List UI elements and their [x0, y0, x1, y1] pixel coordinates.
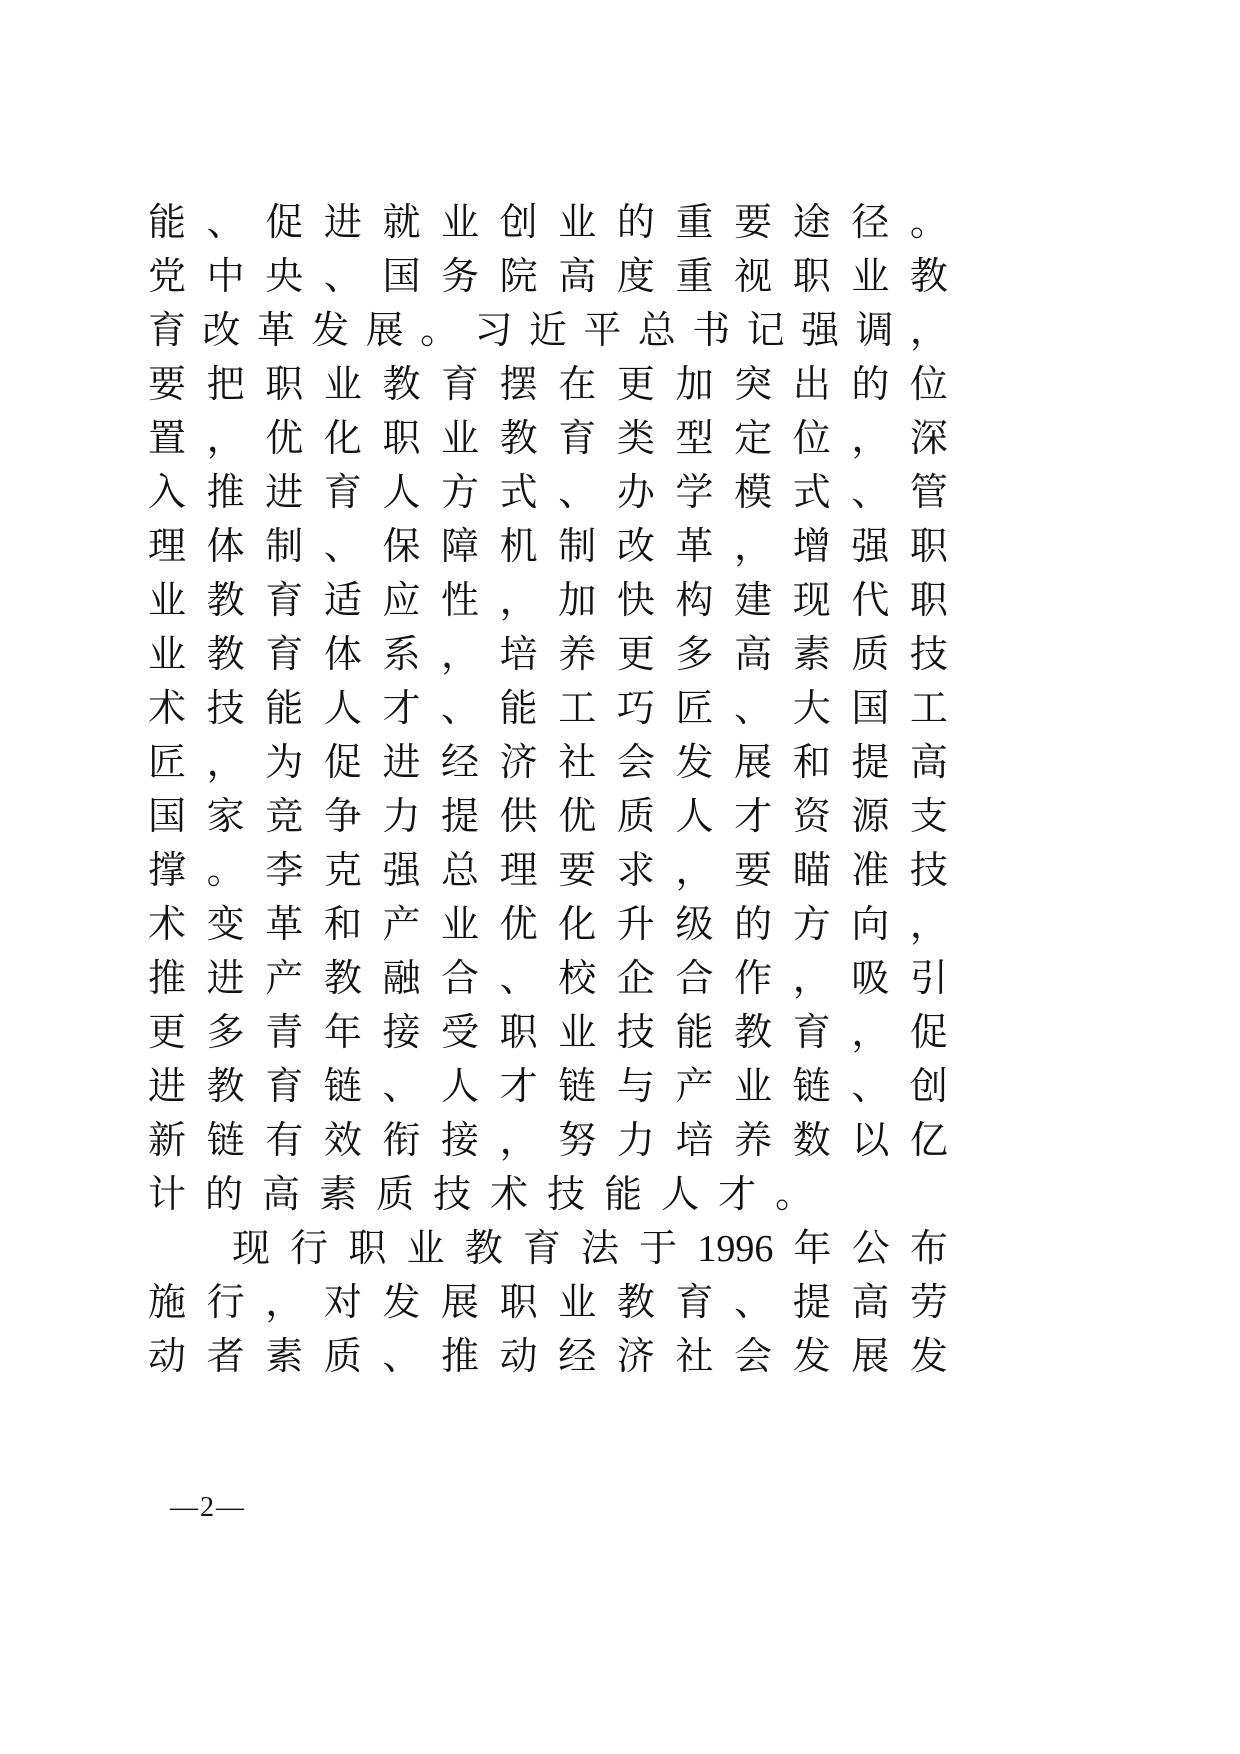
text-line: 进 教 育 链 、 人 才 链 与 产 业 链 、 创: [148, 1066, 948, 1108]
text-line: 国 家 竞 争 力 提 供 优 质 人 才 资 源 支: [148, 796, 948, 838]
page-number: —2—: [170, 1492, 246, 1523]
text-line: 业 教 育 体 系 ， 培 养 更 多 高 素 质 技: [148, 634, 948, 676]
text-line: 动 者 素 质 、 推 动 经 济 社 会 发 展 发: [148, 1336, 948, 1378]
text-line: 更 多 青 年 接 受 职 业 技 能 教 育 ， 促: [148, 1012, 948, 1054]
text-line: 术 技 能 人 才 、 能 工 巧 匠 、 大 国 工: [148, 688, 948, 730]
text-line: 施 行 ， 对 发 展 职 业 教 育 、 提 高 劳: [148, 1282, 948, 1324]
document-body: [148, 196, 948, 1384]
text-line: 术 变 革 和 产 业 优 化 升 级 的 方 向 ，: [148, 904, 948, 946]
text-line paragraph-end: 计 的 高 素 质 技 术 技 能 人 才 。: [148, 1174, 814, 1216]
text-line: 推 进 产 教 融 合 、 校 企 合 作 ， 吸 引: [148, 958, 948, 1000]
text-line paragraph-start: 现 行 职 业 教 育 法 于 1996 年 公 布: [232, 1228, 948, 1270]
text-line: 党 中 央 、 国 务 院 高 度 重 视 职 业 教: [148, 256, 948, 298]
text-line: 新 链 有 效 衔 接 ， 努 力 培 养 数 以 亿: [148, 1120, 948, 1162]
text-line: 育 改 革 发 展 。 习 近 平 总 书 记 强 调 ，: [148, 310, 948, 352]
text-line: 业 教 育 适 应 性 ， 加 快 构 建 现 代 职: [148, 580, 948, 622]
text-line: 入 推 进 育 人 方 式 、 办 学 模 式 、 管: [148, 472, 948, 514]
text-line: 匠 ， 为 促 进 经 济 社 会 发 展 和 提 高: [148, 742, 948, 784]
text-line: 要 把 职 业 教 育 摆 在 更 加 突 出 的 位: [148, 364, 948, 406]
text-line: 理 体 制 、 保 障 机 制 改 革 ， 增 强 职: [148, 526, 948, 568]
text-line: 置 ， 优 化 职 业 教 育 类 型 定 位 ， 深: [148, 418, 948, 460]
text-line: 能 、 促 进 就 业 创 业 的 重 要 途 径 。: [148, 202, 948, 244]
text-line: 撑 。 李 克 强 总 理 要 求 ， 要 瞄 准 技: [148, 850, 948, 892]
